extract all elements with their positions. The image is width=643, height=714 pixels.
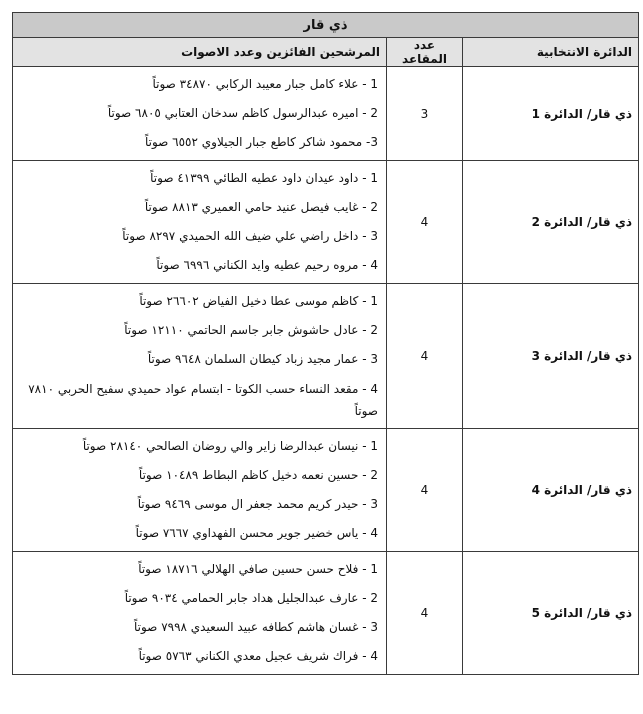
candidate-entry: 2 - اميره عبدالرسول كاظم سدخان العتابي ٦٨٠٥ صوتاً: [107, 106, 378, 120]
candidate-entry: 1 - علاء كامل جبار معيبد الركابي ٣٤٨٧٠ صوتاً: [152, 77, 378, 91]
seats-header: عدد المقاعد: [387, 38, 463, 67]
candidate-entry: 3- محمود شاكر كاطع جبار الجيلاوي ٦٥٥٢ صوتاً: [144, 135, 378, 149]
candidate-entry: 1 - داود عيدان داود عطيه الطائي ٤١٣٩٩ صوتاً: [150, 171, 378, 185]
candidate-entry: 2 - غايب فيصل عنيد حامي العميري ٨٨١٣ صوتاً: [144, 200, 378, 214]
results-table: [12, 12, 639, 675]
table-row: [13, 429, 639, 552]
district-cell: ذي قار/ الدائرة 1: [463, 67, 639, 161]
candidate-entry: 4 - فراك شريف عجيل معدي الكناني ٥٧٦٣ صوتاً: [138, 649, 378, 663]
header-row: [13, 38, 639, 67]
table-row: [13, 284, 639, 429]
district-cell: ذي قار/ الدائرة 4: [463, 429, 639, 552]
candidate-entry: 3 - حيدر كريم محمد جعفر ال موسى ٩٤٦٩ صوتاً: [137, 497, 378, 511]
seats-cell: 3: [387, 67, 463, 161]
seats-cell: 4: [387, 284, 463, 429]
seats-cell: 4: [387, 161, 463, 284]
seats-cell: 4: [387, 552, 463, 675]
candidates-cell: [13, 429, 387, 552]
candidate-entry: 4 - مقعد النساء حسب الكوتا - ابتسام عواد حميدي سفيح الحربي ٧٨١٠ صوتاً: [28, 382, 378, 418]
candidate-entry: 1 - فلاح حسن حسين صافي الهلالي ١٨٧١٦ صوتاً: [138, 562, 378, 576]
district-header: الدائرة الانتخابية: [463, 38, 639, 67]
candidate-entry: 3 - داخل راضي علي ضيف الله الحميدي ٨٢٩٧ صوتاً: [122, 229, 378, 243]
district-cell: ذي قار/ الدائرة 3: [463, 284, 639, 429]
candidates-cell: [13, 552, 387, 675]
results-document: [12, 12, 639, 675]
table-row: [13, 67, 639, 161]
candidate-entry: 2 - عارف عبدالجليل هداد جابر الحمامي ٩٠٣٤ صوتاً: [124, 591, 378, 605]
district-cell: ذي قار/ الدائرة 2: [463, 161, 639, 284]
candidate-entry: 3 - عمار مجيد زباد كيطان السلمان ٩٦٤٨ صوتاً: [147, 352, 378, 366]
candidate-entry: 1 - نيسان عبدالرضا زاير والي روضان الصالحي ٢٨١٤٠ صوتاً: [82, 439, 378, 453]
candidates-header: المرشحين الفائزين وعدد الاصوات: [13, 38, 387, 67]
table-row: [13, 161, 639, 284]
candidate-entry: 2 - عادل حاشوش جابر جاسم الحاتمي ١٢١١٠ صوتاً: [124, 323, 378, 337]
candidate-entry: 4 - ياس خضير جوير محسن الفهداوي ٧٦٦٧ صوتاً: [135, 526, 378, 540]
candidates-cell: [13, 284, 387, 429]
seats-cell: 4: [387, 429, 463, 552]
title-row: [13, 13, 639, 38]
candidate-entry: 3 - غسان هاشم كطافه عبيد السعيدي ٧٩٩٨ صوتاً: [133, 620, 378, 634]
candidate-entry: 1 - كاظم موسى عطا دخيل الفياض ٢٦٦٠٢ صوتاً: [139, 294, 378, 308]
candidate-entry: 2 - حسين نعمه دخيل كاظم البطاط ١٠٤٨٩ صوتاً: [138, 468, 378, 482]
table-title: ذي قار: [13, 13, 639, 38]
candidate-entry: 4 - مروه رحيم عطيه وايد الكناني ٦٩٩٦ صوتاً: [156, 258, 378, 272]
table-row: [13, 552, 639, 675]
district-cell: ذي قار/ الدائرة 5: [463, 552, 639, 675]
candidates-cell: [13, 161, 387, 284]
candidates-cell: [13, 67, 387, 161]
